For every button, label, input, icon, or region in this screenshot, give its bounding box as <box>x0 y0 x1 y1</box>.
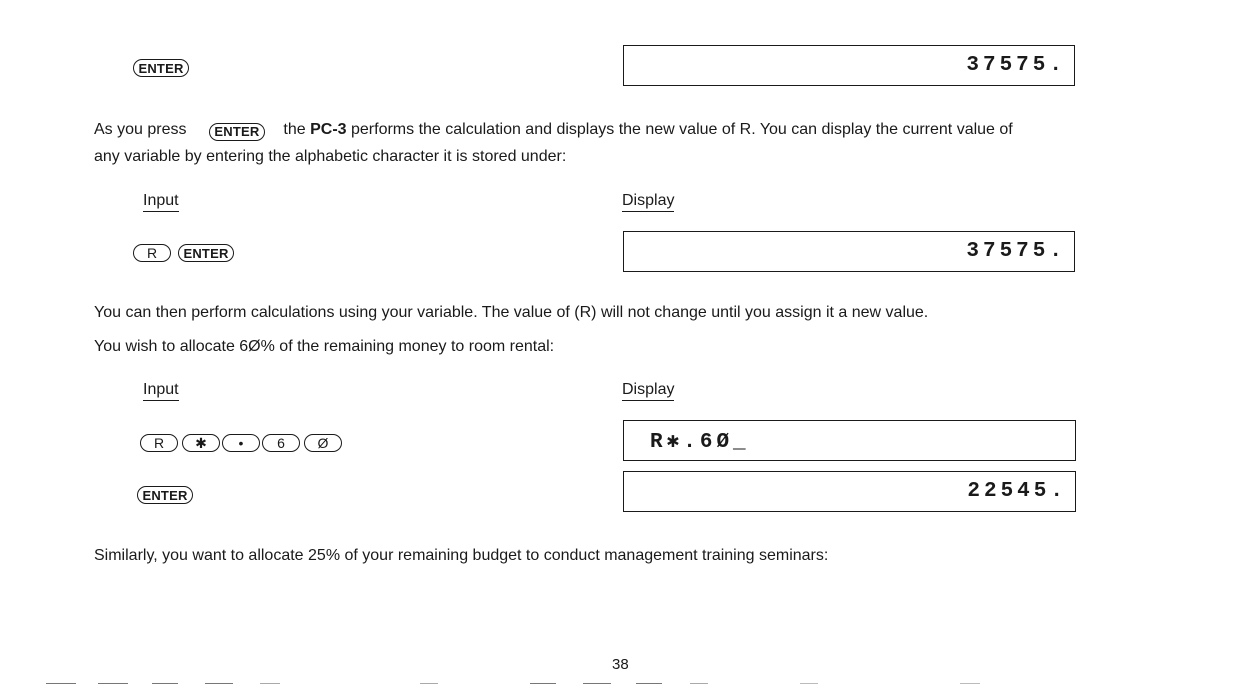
display-value: 22545. <box>967 480 1067 503</box>
text-fragment: performs the calculation and displays the new value of R. You can display the current value of <box>351 121 1013 138</box>
r-key: R <box>140 434 178 452</box>
paragraph-similarly: Similarly, you want to allocate 25% of your remaining budget to conduct management training seminars: <box>94 547 829 564</box>
paragraph-line: any variable by entering the alphabetic character it is stored under: <box>94 148 567 165</box>
display-header: Display <box>622 381 674 401</box>
six-key: 6 <box>262 434 300 452</box>
zero-key: Ø <box>304 434 342 452</box>
input-header: Input <box>143 381 179 401</box>
decimal-point-key: • <box>222 434 260 452</box>
display-value: R✱.6Ø_ <box>650 430 750 454</box>
display-header: Display <box>622 192 674 212</box>
paragraph-variable: You can then perform calculations using your variable. The value of (R) will not change until you assign it a new value. <box>94 304 929 321</box>
text-fragment: the <box>283 121 306 138</box>
r-key: R <box>133 244 171 262</box>
display-value: 37575. <box>966 54 1066 77</box>
lcd-display <box>623 231 1075 272</box>
page-number: 38 <box>612 656 629 673</box>
input-header: Input <box>143 192 179 212</box>
text-fragment: As you press <box>94 121 187 138</box>
enter-key: ENTER <box>137 486 193 504</box>
paragraph-press-enter <box>94 116 1013 143</box>
paragraph-allocate: You wish to allocate 6Ø% of the remaining money to room rental: <box>94 338 555 355</box>
lcd-display <box>623 420 1076 461</box>
model-name: PC-3 <box>310 121 347 138</box>
enter-key: ENTER <box>178 244 234 262</box>
lcd-display <box>623 471 1076 512</box>
lcd-display <box>623 45 1075 86</box>
enter-key-inline: ENTER <box>209 123 265 141</box>
enter-key: ENTER <box>133 59 189 77</box>
multiply-key: ✱ <box>182 434 220 452</box>
display-value: 37575. <box>966 240 1066 263</box>
